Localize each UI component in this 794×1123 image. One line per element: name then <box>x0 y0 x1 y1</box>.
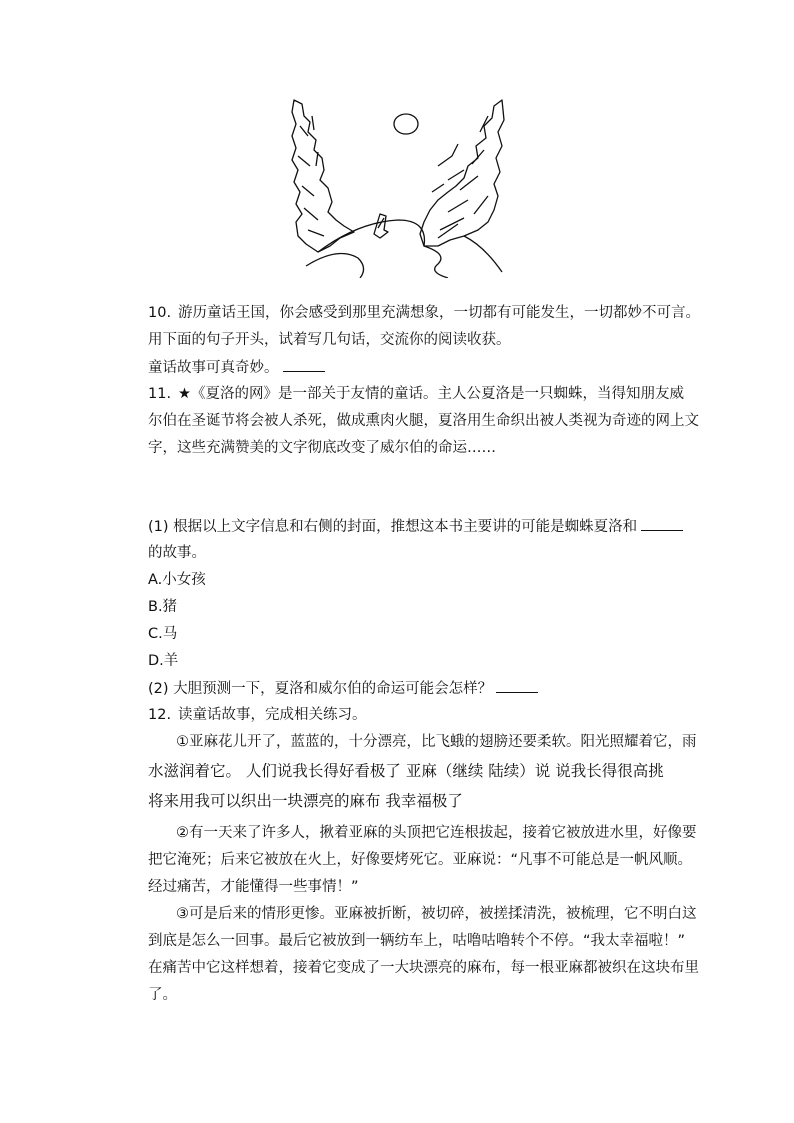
q10-line1 <box>148 303 700 323</box>
cliff-river-illustration <box>288 96 508 278</box>
q12-p3-line2: 到底是怎么一回事。最后它被放到一辆纺车上，咕噜咕噜转个不停。“我太幸福啦！” <box>148 933 686 949</box>
q12-p2-line2: 把它淹死；后来它被放在火上，好像要烤死它。亚麻说：“凡事不可能总是一帆风顺。 <box>148 852 693 868</box>
q12-title-line <box>148 705 367 725</box>
q11-sub1-line2: 的故事。 <box>148 545 206 561</box>
q11-sub2-answer-blank[interactable] <box>496 678 538 693</box>
q12-number: 12. <box>148 707 172 723</box>
q11-text1: ★《夏洛的网》是一部关于友情的童话。主人公夏洛是一只蜘蛛，当得知朋友威 <box>178 386 684 402</box>
q12-p2-line3: 经过痛苦，才能懂得一些事情！” <box>148 879 359 895</box>
q10-line3 <box>148 357 325 378</box>
q10-answer-blank[interactable] <box>283 357 325 372</box>
q11-option-b[interactable]: B.猪 <box>148 599 178 615</box>
q11-option-d[interactable]: D.羊 <box>148 653 179 669</box>
q11-sub1-answer-blank[interactable] <box>641 516 683 531</box>
q10-line2: 用下面的句子开头，试着写几句话，交流你的阅读收获。 <box>148 332 511 348</box>
q11-sub1-text: (1) 根据以上文字信息和右侧的封面，推想这本书主要讲的可能是蜘蛛夏洛和 <box>148 519 638 535</box>
river-near-bank-left <box>306 254 364 279</box>
river-far-bank <box>318 220 424 252</box>
q12-title: 读童话故事，完成相关练习。 <box>178 707 367 723</box>
q11-sub1-line1 <box>148 516 683 537</box>
q12-p1-line3: 将来用我可以织出一块漂亮的麻布 我幸福极了 <box>148 792 463 810</box>
boat-icon <box>374 214 388 238</box>
river-near-bank-right <box>424 236 502 278</box>
q11-sub2-text: (2) 大胆预测一下，夏洛和威尔伯的命运可能会怎样？ <box>148 681 493 697</box>
right-cliff <box>420 100 504 246</box>
q11-line2: 尔伯在圣诞节将会被人杀死，做成熏肉火腿，夏洛用生命织出被人类视为奇迹的网上文 <box>148 413 699 429</box>
q10-text1: 游历童话王国，你会感受到那里充满想象，一切都有可能发生，一切都妙不可言。 <box>178 305 700 321</box>
q11-number: 11. <box>148 386 172 402</box>
q12-p3-line4: 了。 <box>148 987 177 1003</box>
q10-number: 10. <box>148 305 172 321</box>
q12-p1-line2: 水滋润着它。 人们说我长得好看极了 亚麻（继续 陆续）说 说我长得很高挑 <box>148 762 664 780</box>
left-cliff <box>292 100 354 252</box>
q11-line1 <box>148 384 684 404</box>
q12-p1-line1: ①亚麻花儿开了，蓝蓝的，十分漂亮，比飞蛾的翅膀还要柔软。阳光照耀着它，雨 <box>176 734 697 750</box>
q11-line3: 字，这些充满赞美的文字彻底改变了威尔伯的命运…… <box>148 440 496 456</box>
q11-option-a[interactable]: A.小女孩 <box>148 572 206 588</box>
q11-sub2 <box>148 678 538 699</box>
q12-p3-line1: ③可是后来的情形更惨。亚麻被折断，被切碎，被搓揉清洗，被梳理，它不明白这 <box>176 906 697 922</box>
moon-icon <box>394 114 418 134</box>
q12-p2-line1: ②有一天来了许多人，揪着亚麻的头顶把它连根拔起，接着它被放进水里，好像要 <box>176 825 697 841</box>
q12-p3-line3: 在痛苦中它这样想着，接着它变成了一大块漂亮的麻布，每一根亚麻都被织在这块布里 <box>148 960 699 976</box>
q10-prompt: 童话故事可真奇妙。 <box>148 360 279 376</box>
q11-option-c[interactable]: C.马 <box>148 626 178 642</box>
